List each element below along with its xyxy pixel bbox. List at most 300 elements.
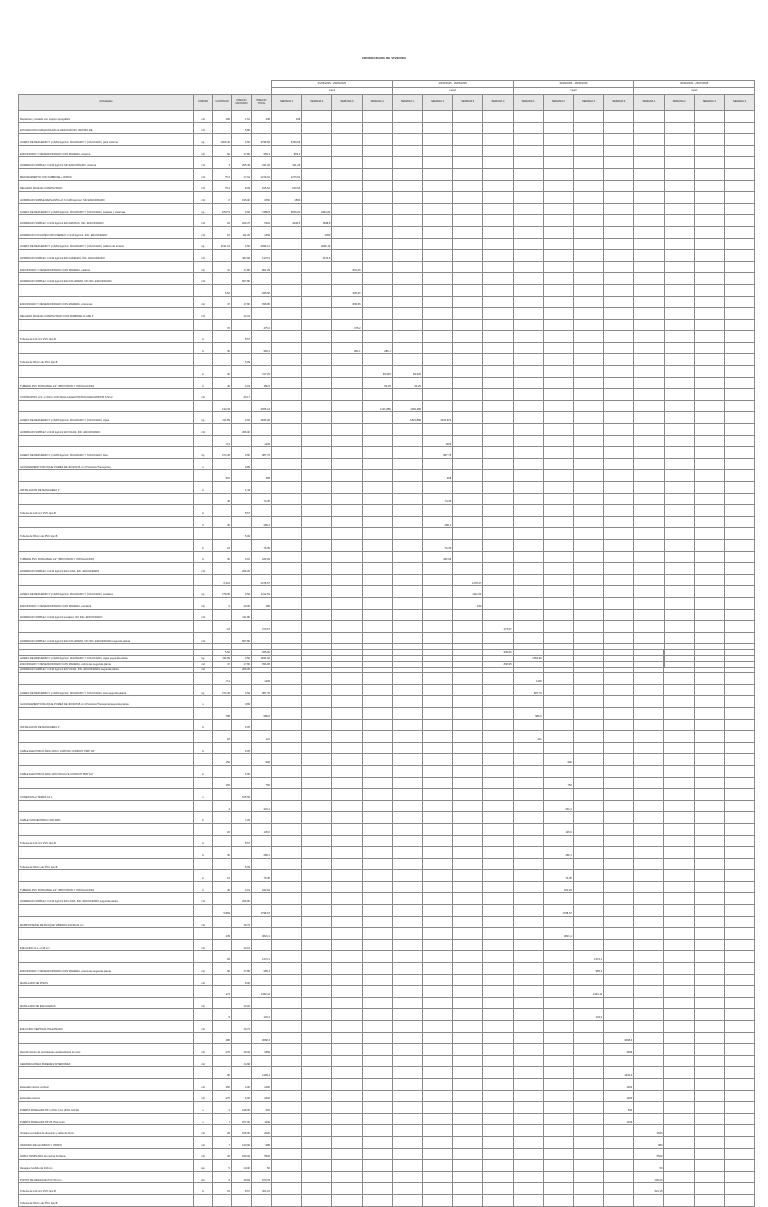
- week-cell: [573, 192, 603, 204]
- week-cell: [513, 870, 543, 882]
- week-cell: [573, 563, 603, 575]
- week-cell: [332, 180, 362, 192]
- week-cell: [664, 134, 694, 146]
- week-cell: [332, 505, 362, 517]
- table-row: [19, 458, 755, 470]
- week-cell: [422, 673, 452, 685]
- week-cell: [392, 719, 422, 731]
- week-cell: [422, 1021, 452, 1033]
- total-price-cell: [252, 997, 272, 1009]
- week-cell: [604, 424, 634, 436]
- week-cell: [634, 145, 664, 157]
- week-cell: [604, 180, 634, 192]
- activity-cell: CABLE ELECTRICO AWG 10X3 INCLUYE CONDUIT PMP 1/2": [19, 765, 194, 777]
- week-cell: [332, 597, 362, 609]
- week-cell: [664, 528, 694, 540]
- week-cell: [573, 847, 603, 859]
- total-price-cell: [252, 812, 272, 824]
- week-cell: [272, 974, 302, 986]
- week-cell: [694, 765, 724, 777]
- quantity-cell: 15: [213, 539, 232, 551]
- week-cell: [302, 447, 332, 459]
- week-cell: [332, 1021, 362, 1033]
- week-cell: [513, 696, 543, 708]
- week-cell: [513, 470, 543, 482]
- unit-cell: [194, 905, 213, 917]
- week-cell: [392, 893, 422, 905]
- week-cell: [392, 482, 422, 494]
- quantity-cell: [213, 505, 232, 517]
- activity-cell: MAMPOSTERIA DE BLOQUE VIBRADO 15x40x20 cm: [19, 916, 194, 928]
- week-cell: [513, 435, 543, 447]
- week-cell: [634, 1194, 664, 1206]
- week-cell: [453, 1090, 483, 1102]
- unit-cell: [194, 858, 213, 870]
- week-cell: [272, 707, 302, 719]
- quantity-cell: 15: [213, 870, 232, 882]
- week-cell: [513, 192, 543, 204]
- total-price-cell: [252, 632, 272, 644]
- quantity-cell: 9: [213, 1009, 232, 1021]
- week-cell: [272, 1067, 302, 1079]
- week-cell: [483, 389, 513, 401]
- week-cell: [302, 261, 332, 273]
- week-cell: [543, 1032, 573, 1044]
- week-cell: [392, 597, 422, 609]
- week-cell: [694, 597, 724, 609]
- week-cell: [604, 250, 634, 262]
- unit-cell: m2: [194, 939, 213, 951]
- week-cell: [302, 1160, 332, 1172]
- quantity-cell: 10: [213, 226, 232, 238]
- week-cell: [332, 1160, 362, 1172]
- quantity-cell: 7: [213, 1113, 232, 1125]
- week-cell: [634, 261, 664, 273]
- week-cell: [664, 574, 694, 586]
- quantity-cell: [213, 835, 232, 847]
- week-cell: [332, 400, 362, 412]
- activity-cell: PUERTA PANELADA PP 1 ZAG 1 Inn (INCL HOJA): [19, 1102, 194, 1114]
- unit-price-cell: [232, 366, 252, 378]
- quantity-cell: [213, 308, 232, 320]
- week-cell: [543, 939, 573, 951]
- week-cell: [543, 296, 573, 308]
- week-cell: [513, 516, 543, 528]
- week-cell: [604, 847, 634, 859]
- unit-price-cell: 5,09: [232, 354, 252, 366]
- week-cell: [302, 296, 332, 308]
- activity-cell: [19, 470, 194, 482]
- week-cell: [302, 516, 332, 528]
- week-cell: [483, 661, 513, 673]
- week-cell: [694, 134, 724, 146]
- unit-price-cell: 4,00: [232, 1078, 252, 1090]
- week-cell: [453, 284, 483, 296]
- document-title: CRONOGRAMA DE VIVIENDA: [361, 56, 407, 60]
- week-cell: [483, 482, 513, 494]
- week-cell: [392, 939, 422, 951]
- unit-price-cell: 0,89: [232, 696, 252, 708]
- activity-cell: [19, 951, 194, 963]
- week-cell: [332, 789, 362, 801]
- week-cell: [724, 412, 754, 424]
- unit-cell: kg: [194, 447, 213, 459]
- activity-cell: CONEXION a/ TERRA G1.1: [19, 789, 194, 801]
- week-cell: [422, 180, 452, 192]
- quantity-cell: 25: [213, 1125, 232, 1137]
- week-cell: 955,3: [573, 963, 603, 975]
- week-cell: [422, 586, 452, 598]
- unit-cell: [194, 777, 213, 789]
- week-cell: [573, 661, 603, 673]
- total-price-cell: 286,1: [252, 516, 272, 528]
- week-cell: [362, 1125, 392, 1137]
- week-cell: [513, 742, 543, 754]
- unit-cell: m3: [194, 250, 213, 262]
- week-cell: [453, 673, 483, 685]
- week-cell: 1400: [604, 1078, 634, 1090]
- quantity-cell: 3: [213, 1102, 232, 1114]
- unit-price-cell: [232, 1194, 252, 1206]
- week-cell: [453, 1078, 483, 1090]
- week-cell: [362, 986, 392, 998]
- week-cell: [513, 1067, 543, 1079]
- week-cell: [483, 847, 513, 859]
- week-cell: [664, 435, 694, 447]
- week-cell: [664, 974, 694, 986]
- week-cell: [724, 284, 754, 296]
- week-cell: [664, 551, 694, 563]
- quantity-cell: 30: [213, 366, 232, 378]
- unit-cell: m2: [194, 1021, 213, 1033]
- total-price-cell: 1560: [252, 192, 272, 204]
- week-cell: [694, 1032, 724, 1044]
- week-cell: [302, 986, 332, 998]
- week-cell: [362, 1183, 392, 1195]
- week-cell: [332, 858, 362, 870]
- week-cell: [664, 284, 694, 296]
- week-cell: [543, 1067, 573, 1079]
- unit-cell: m3: [194, 168, 213, 180]
- period-dates: 30/05/2025 - 29/05/2025: [392, 81, 513, 88]
- week-cell: [513, 412, 543, 424]
- week-cell: [634, 192, 664, 204]
- week-cell: [392, 632, 422, 644]
- week-cell: [392, 905, 422, 917]
- col-header-week: SEMANA 1: [272, 95, 302, 111]
- week-cell: [543, 1078, 573, 1090]
- week-cell: [422, 719, 452, 731]
- activity-cell: ACERO DE REFUERZO f´y=4200 kg/cm2, FIGURADO Y COLOCADO, vigas: [19, 412, 194, 424]
- week-cell: [362, 539, 392, 551]
- week-cell: [513, 574, 543, 586]
- unit-price-cell: 6,05: [232, 742, 252, 754]
- week-cell: [483, 470, 513, 482]
- week-cell: [724, 563, 754, 575]
- week-cell: [362, 939, 392, 951]
- week-cell: [483, 1148, 513, 1160]
- activity-cell: ACERO DE REFUERZO f´y=4200 kg/cm2, FIGURADO Y COLOCADO, losa segunda planta: [19, 684, 194, 696]
- week-cell: [543, 308, 573, 320]
- week-cell: [392, 765, 422, 777]
- week-cell: [483, 1067, 513, 1079]
- week-cell: [664, 632, 694, 644]
- week-cell: [694, 180, 724, 192]
- week-cell: [694, 539, 724, 551]
- week-cell: [302, 707, 332, 719]
- week-cell: [362, 134, 392, 146]
- week-cell: [302, 847, 332, 859]
- week-cell: [604, 470, 634, 482]
- week-cell: [483, 435, 513, 447]
- week-cell: [483, 1160, 513, 1172]
- week-cell: [332, 215, 362, 227]
- activity-cell: Estucado interior vertical: [19, 1078, 194, 1090]
- quantity-cell: 75,2: [213, 180, 232, 192]
- week-cell: [422, 1113, 452, 1125]
- unit-price-cell: [232, 516, 252, 528]
- week-cell: [634, 684, 664, 696]
- week-cell: [453, 505, 483, 517]
- week-cell: [724, 928, 754, 940]
- week-cell: 1169: [604, 1113, 634, 1125]
- week-cell: [332, 1090, 362, 1102]
- week-cell: [634, 707, 664, 719]
- quantity-cell: [213, 632, 232, 644]
- week-cell: [302, 742, 332, 754]
- week-cell: [272, 951, 302, 963]
- week-cell: [543, 226, 573, 238]
- week-cell: [664, 777, 694, 789]
- activity-cell: [19, 823, 194, 835]
- week-cell: [724, 145, 754, 157]
- week-cell: [543, 168, 573, 180]
- week-cell: [362, 145, 392, 157]
- week-cell: [604, 342, 634, 354]
- week-cell: [724, 800, 754, 812]
- week-cell: [392, 331, 422, 343]
- week-cell: 3456: [604, 1044, 634, 1056]
- week-cell: [272, 516, 302, 528]
- week-cell: [634, 273, 664, 285]
- week-cell: [362, 609, 392, 621]
- total-price-cell: [252, 661, 272, 673]
- week-cell: [483, 684, 513, 696]
- unit-price-cell: 8,57: [232, 331, 252, 343]
- week-cell: [634, 632, 664, 644]
- unit-price-cell: 205,49: [232, 157, 252, 169]
- week-cell: [604, 482, 634, 494]
- unit-cell: m2: [194, 1090, 213, 1102]
- week-cell: [332, 974, 362, 986]
- week-cell: [694, 111, 724, 123]
- week-cell: 615,54: [272, 180, 302, 192]
- week-cell: [694, 650, 724, 662]
- quantity-cell: 290: [213, 111, 232, 123]
- week-cell: [272, 505, 302, 517]
- week-cell: 1350: [302, 226, 332, 238]
- activity-cell: Desague fundido de 110mm: [19, 1160, 194, 1172]
- week-cell: [694, 1078, 724, 1090]
- week-cell: [483, 539, 513, 551]
- week-cell: [483, 800, 513, 812]
- unit-price-cell: [232, 754, 252, 766]
- week-cell: [422, 134, 452, 146]
- week-cell: [453, 916, 483, 928]
- week-cell: [453, 1194, 483, 1206]
- unit-cell: [194, 400, 213, 412]
- week-cell: [724, 1078, 754, 1090]
- table-row: [19, 870, 755, 882]
- activity-cell: HORMIGON SIMPLE f´c=240 kg/cm2 SIN ENCOFRADO, cisterna: [19, 157, 194, 169]
- week-cell: [422, 505, 452, 517]
- week-cell: [664, 847, 694, 859]
- week-cell: [302, 893, 332, 905]
- week-cell: [604, 765, 634, 777]
- week-cell: [302, 1078, 332, 1090]
- week-cell: [543, 1125, 573, 1137]
- week-cell: [694, 447, 724, 459]
- table-row: [19, 684, 755, 696]
- week-cell: [302, 389, 332, 401]
- quantity-cell: 30: [213, 516, 232, 528]
- week-cell: [332, 122, 362, 134]
- week-cell: [392, 789, 422, 801]
- unit-cell: m2: [194, 1125, 213, 1137]
- week-cell: [543, 632, 573, 644]
- week-cell: [664, 928, 694, 940]
- week-cell: [272, 673, 302, 685]
- week-cell: [332, 1032, 362, 1044]
- week-cell: [664, 366, 694, 378]
- week-cell: [543, 707, 573, 719]
- unit-cell: m: [194, 539, 213, 551]
- week-cell: [634, 696, 664, 708]
- week-cell: [634, 424, 664, 436]
- week-cell: [453, 354, 483, 366]
- week-cell: [513, 273, 543, 285]
- week-cell: [724, 458, 754, 470]
- week-cell: [513, 168, 543, 180]
- week-cell: [453, 319, 483, 331]
- week-cell: [694, 284, 724, 296]
- week-cell: [453, 342, 483, 354]
- week-cell: [302, 661, 332, 673]
- week-cell: [634, 858, 664, 870]
- quantity-cell: 130,33: [213, 400, 232, 412]
- week-cell: [604, 939, 634, 951]
- table-row: [19, 1078, 755, 1090]
- week-cell: [543, 215, 573, 227]
- week-cell: [604, 673, 634, 685]
- week-cell: [362, 1032, 392, 1044]
- week-cell: [272, 331, 302, 343]
- week-cell: [302, 1021, 332, 1033]
- activity-cell: [19, 847, 194, 859]
- week-cell: [272, 870, 302, 882]
- week-cell: [543, 435, 573, 447]
- week-cell: [573, 1044, 603, 1056]
- week-cell: [362, 447, 392, 459]
- week-cell: [724, 261, 754, 273]
- week-cell: [483, 632, 513, 644]
- unit-price-cell: 4,50: [232, 238, 252, 250]
- week-cell: [573, 296, 603, 308]
- week-cell: [694, 377, 724, 389]
- week-cell: [573, 574, 603, 586]
- week-cell: [604, 974, 634, 986]
- week-cell: [694, 812, 724, 824]
- table-row: [19, 1102, 755, 1114]
- unit-price-cell: [232, 707, 252, 719]
- activity-cell: TUBERIA PVC ROSCABLE 1/2" (PROVISION Y INSTALACION): [19, 377, 194, 389]
- week-cell: [332, 621, 362, 633]
- unit-price-cell: 4,50: [232, 447, 252, 459]
- week-cell: [453, 273, 483, 285]
- activity-cell: [19, 707, 194, 719]
- week-cell: [483, 1183, 513, 1195]
- week-cell: [302, 696, 332, 708]
- unit-price-cell: 105,00: [232, 1125, 252, 1137]
- unit-price-cell: 5,09: [232, 528, 252, 540]
- table-row: [19, 1148, 755, 1160]
- week-cell: [302, 574, 332, 586]
- week-cell: [362, 777, 392, 789]
- unit-cell: m2: [194, 145, 213, 157]
- week-cell: [272, 621, 302, 633]
- total-price-cell: [252, 563, 272, 575]
- week-cell: [604, 800, 634, 812]
- week-cell: 182,93: [422, 551, 452, 563]
- total-price-cell: 836,95: [252, 296, 272, 308]
- table-row: [19, 974, 755, 986]
- week-cell: [453, 1113, 483, 1125]
- week-cell: [362, 551, 392, 563]
- week-cell: [392, 122, 422, 134]
- week-cell: [604, 1009, 634, 1021]
- unit-price-cell: [232, 470, 252, 482]
- week-cell: [392, 516, 422, 528]
- week-cell: [604, 389, 634, 401]
- week-cell: [634, 447, 664, 459]
- week-cell: [694, 1090, 724, 1102]
- week-cell: [664, 319, 694, 331]
- week-cell: 1821,880: [392, 412, 422, 424]
- week-cell: [272, 400, 302, 412]
- total-price-cell: [252, 482, 272, 494]
- week-cell: [543, 493, 573, 505]
- week-cell: [332, 366, 362, 378]
- week-cell: [573, 719, 603, 731]
- week-cell: [272, 650, 302, 662]
- week-cell: [724, 516, 754, 528]
- week-cell: [694, 621, 724, 633]
- unit-cell: m2: [194, 1055, 213, 1067]
- week-cell: [453, 458, 483, 470]
- week-cell: [302, 1090, 332, 1102]
- week-cell: [302, 470, 332, 482]
- week-cell: [332, 742, 362, 754]
- week-cell: [694, 928, 724, 940]
- week-cell: [272, 273, 302, 285]
- week-cell: [543, 261, 573, 273]
- unit-cell: m3: [194, 226, 213, 238]
- quantity-cell: 411,89: [213, 412, 232, 424]
- quantity-cell: 30: [213, 881, 232, 893]
- week-cell: 281,1: [332, 342, 362, 354]
- week-cell: [453, 157, 483, 169]
- week-cell: [724, 765, 754, 777]
